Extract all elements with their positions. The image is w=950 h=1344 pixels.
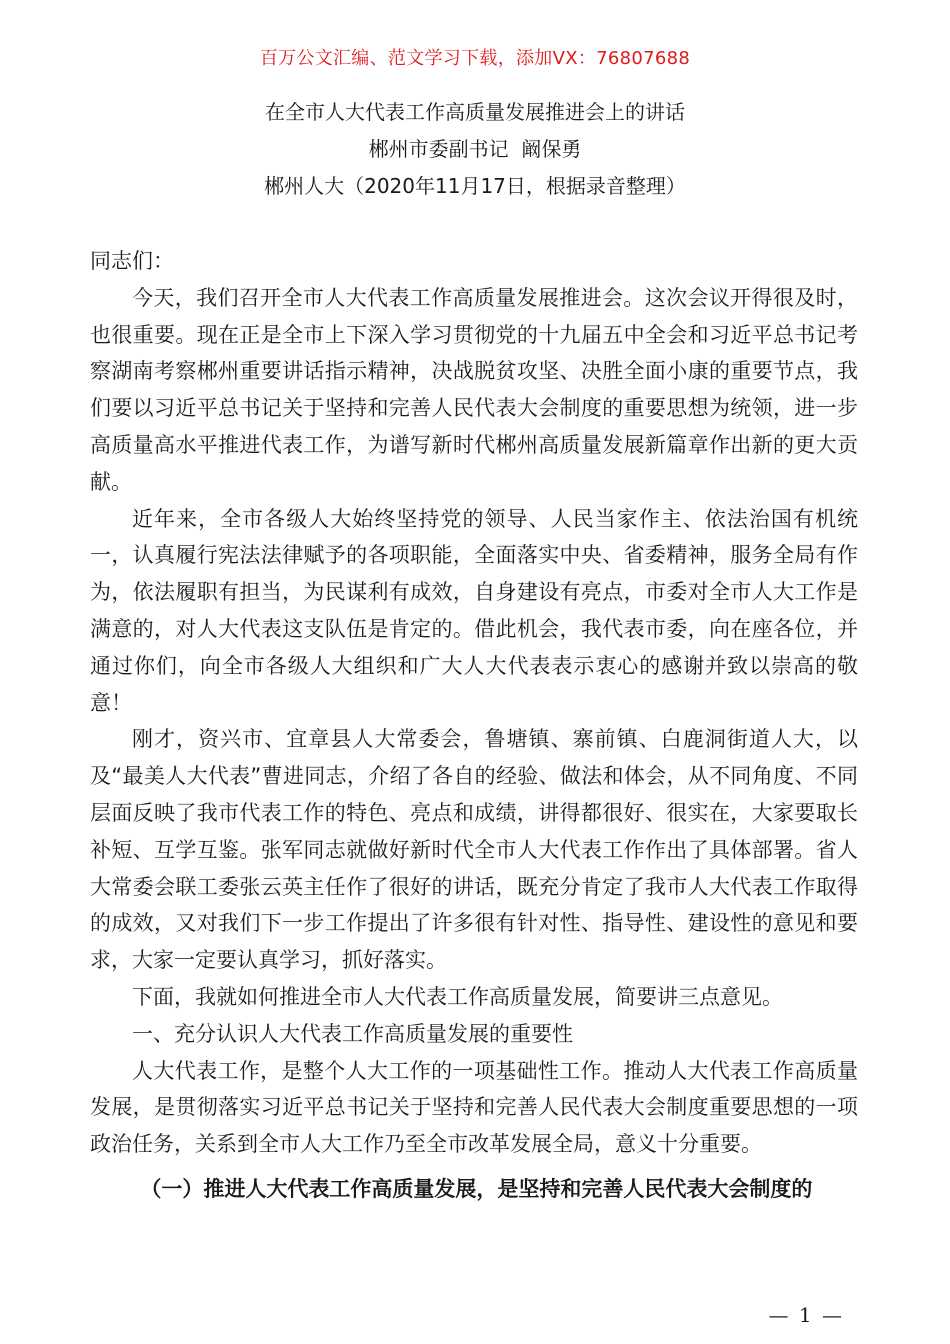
section-heading: 一、充分认识人大代表工作高质量发展的重要性 <box>132 1021 573 1046</box>
salutation: 同志们： <box>90 249 174 273</box>
source-line: 郴州人大（2020年11月17日，根据录音整理） <box>264 174 686 198</box>
paragraph: 人大代表工作，是整个人大工作的一项基础性工作。推动人大代表工作高质量发展，是贯彻落实习近平总书记关于坚持和完善人民代表大会制度重要思想的一项政治任务，关系到全市人大工作乃至全市改革发展全局，意义十分重要。 <box>90 1058 858 1157</box>
page-number: — 1 — <box>768 1303 844 1327</box>
speech-body <box>90 243 858 1208</box>
speech-title: 在全市人大代表工作高质量发展推进会上的讲话 <box>265 100 685 124</box>
subsection-heading: （一）推进人大代表工作高质量发展，是坚持和完善人民代表大会制度的 <box>140 1176 813 1201</box>
paragraph: 下面，我就如何推进全市人大代表工作高质量发展，简要讲三点意见。 <box>132 984 783 1009</box>
speaker-line: 郴州市委副书记 阚保勇 <box>368 137 582 161</box>
paragraph: 今天，我们召开全市人大代表工作高质量发展推进会。这次会议开得很及时，也很重要。现在正是全市上下深入学习贯彻党的十九届五中全会和习近平总书记考察湖南考察郴州重要讲话指示精神，决战脱贫攻坚、决胜全面小康的重要节点，我们要以习近平总书记关于坚持和完善人民代表大会制度的重要思想为统领，进一步高质量高水平推进代表工作，为谱写新时代郴州高质量发展新篇章作出新的更大贡献。 <box>90 285 858 494</box>
paragraph: 刚才，资兴市、宜章县人大常委会，鲁塘镇、寨前镇、白鹿洞街道人大，以及“最美人大代表”曹进同志，介绍了各自的经验、做法和体会，从不同角度、不同层面反映了我市代表工作的特色、亮点和成绩，讲得都很好、很实在，大家要取长补短、互学互鉴。张军同志就做好新时代全市人大代表工作作出了具体部署。省人大常委会联工委张云英主任作了很好的讲话，既充分肯定了我市人大代表工作取得的成效，又对我们下一步工作提出了许多很有针对性、指导性、建设性的意见和要求，大家一定要认真学习，抓好落实。 <box>90 727 858 973</box>
paragraph: 近年来，全市各级人大始终坚持党的领导、人民当家作主、依法治国有机统一，认真履行宪法法律赋予的各项职能，全面落实中央、省委精神，服务全局有作为，依法履职有担当，为民谋利有成效，自身建设有亮点，市委对全市人大工作是满意的，对人大代表这支队伍是肯定的。借此机会，我代表市委，向在座各位，并通过你们，向全市各级人大组织和广大人大代表表示衷心的感谢并致以崇高的敬意！ <box>90 506 858 715</box>
promo-banner: 百万公文汇编、范文学习下载，添加VX：76807688 <box>259 48 691 69</box>
